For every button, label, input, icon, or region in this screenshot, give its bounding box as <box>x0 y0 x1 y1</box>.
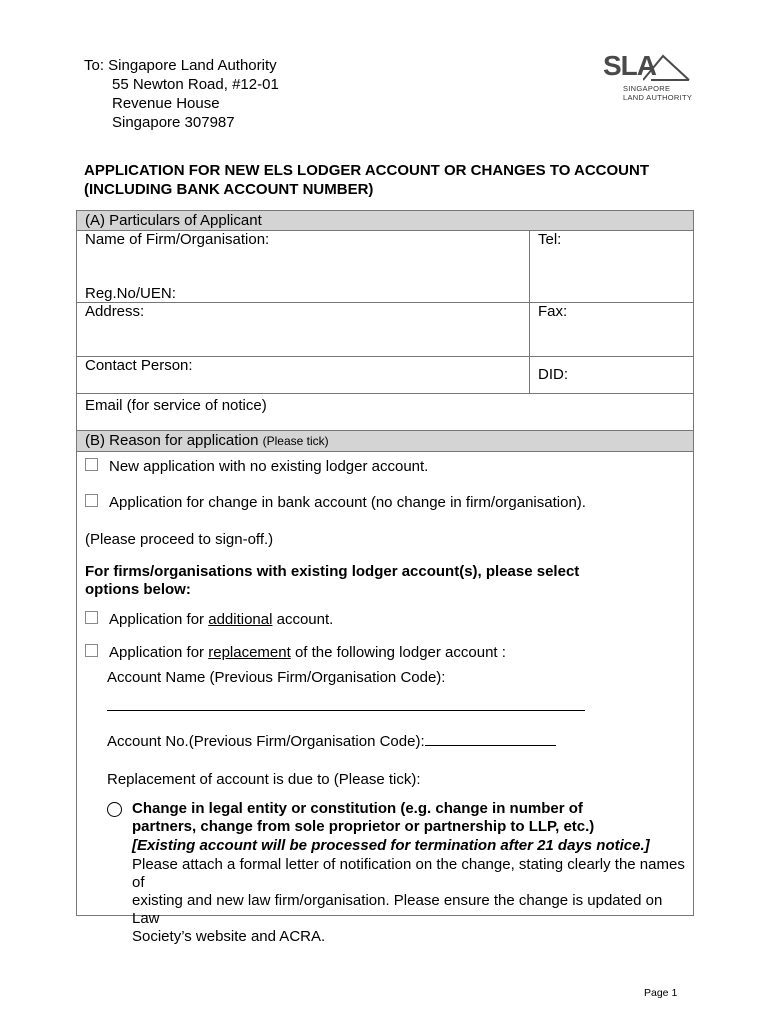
firm-name-label: Name of Firm/Organisation: <box>85 231 270 248</box>
option-new-application <box>85 458 428 476</box>
firm-name-cell[interactable] <box>77 231 530 303</box>
account-no-row <box>107 731 556 751</box>
contact-person-cell[interactable] <box>77 357 530 394</box>
change-bank-checkbox[interactable] <box>85 494 98 507</box>
address-line: Revenue House <box>112 95 220 112</box>
option-label: of the following lodger account : <box>290 644 506 661</box>
account-name-label: Account Name (Previous Firm/Organisation Code): <box>107 669 446 686</box>
email-cell[interactable] <box>77 394 694 431</box>
contact-person-label: Contact Person: <box>85 357 193 374</box>
option-label: New application with no existing lodger account. <box>109 458 429 475</box>
additional-account-checkbox[interactable] <box>85 611 98 624</box>
option-label: Application for change in bank account (no change in firm/organisation). <box>109 494 586 511</box>
logo-mark: SLA <box>603 50 656 81</box>
logo-triangle-icon <box>643 54 691 82</box>
logo-subtitle-line: LAND AUTHORITY <box>623 93 693 102</box>
option-label: Application for <box>109 611 209 628</box>
email-label: Email (for service of notice) <box>85 397 267 414</box>
sla-logo <box>603 52 695 104</box>
section-a-header: (A) Particulars of Applicant <box>77 211 694 231</box>
legal-entity-radio[interactable] <box>107 802 122 817</box>
fax-cell[interactable] <box>530 303 694 357</box>
attach-line: existing and new law firm/organisation. Please ensure the change is updated on Law <box>132 892 663 927</box>
option-label-underlined: additional <box>208 611 273 628</box>
logo-subtitle <box>623 84 692 102</box>
termination-note: [Existing account will be processed for termination after 21 days notice.] <box>132 837 650 854</box>
option-replacement <box>85 644 506 662</box>
attach-line: Please attach a formal letter of notification on the change, stating clearly the names of <box>132 856 685 891</box>
did-cell[interactable] <box>530 357 694 394</box>
page-number: Page 1 <box>644 987 678 999</box>
section-b-note: (Please tick) <box>262 434 329 448</box>
option-label-underlined: replacement <box>208 644 291 661</box>
form-title: APPLICATION FOR NEW ELS LODGER ACCOUNT OR CHANGES TO ACCOUNT (INCLUDING BANK ACCOUNT NUMBER) <box>84 162 649 198</box>
fax-label: Fax: <box>538 303 568 320</box>
account-no-label: Account No.(Previous Firm/Organisation Code): <box>107 733 425 750</box>
tel-label: Tel: <box>538 231 562 248</box>
logo-subtitle-line: SINGAPORE <box>623 84 671 93</box>
attach-instructions <box>132 856 693 946</box>
replacement-account-checkbox[interactable] <box>85 644 98 657</box>
replacement-due-label: Replacement of account is due to (Please tick): <box>107 771 421 788</box>
heading-line: options below: <box>85 581 191 598</box>
proceed-note: (Please proceed to sign-off.) <box>85 531 274 548</box>
legal-line: partners, change from sole proprietor or partnership to LLP, etc.) <box>132 818 595 835</box>
did-label: DID: <box>538 366 568 383</box>
heading-line: For firms/organisations with existing lodger account(s), please select <box>85 563 580 580</box>
address-line: To: Singapore Land Authority <box>84 57 277 74</box>
account-name-field[interactable] <box>107 692 585 711</box>
section-b-title: (B) Reason for application <box>85 432 259 449</box>
existing-accounts-heading <box>85 563 579 599</box>
attach-line: Society’s website and ACRA. <box>132 928 326 945</box>
address-line: 55 Newton Road, #12-01 <box>112 76 279 93</box>
section-b-body <box>77 452 694 945</box>
address-line: Singapore 307987 <box>112 114 235 131</box>
address-cell[interactable] <box>77 303 530 357</box>
legal-line: Change in legal entity or constitution (e.g. change in number of <box>132 800 583 817</box>
option-additional <box>85 611 333 629</box>
new-application-checkbox[interactable] <box>85 458 98 471</box>
option-label: Application for <box>109 644 209 661</box>
option-label: account. <box>272 611 334 628</box>
tel-cell[interactable] <box>530 231 694 303</box>
section-b-header <box>77 431 694 452</box>
legal-entity-option <box>132 800 594 836</box>
recipient-address <box>84 56 279 132</box>
account-no-field[interactable] <box>425 731 556 746</box>
application-form <box>76 210 694 945</box>
reg-no-label: Reg.No/UEN: <box>85 285 176 302</box>
address-label: Address: <box>85 303 145 320</box>
option-change-bank <box>85 494 586 512</box>
